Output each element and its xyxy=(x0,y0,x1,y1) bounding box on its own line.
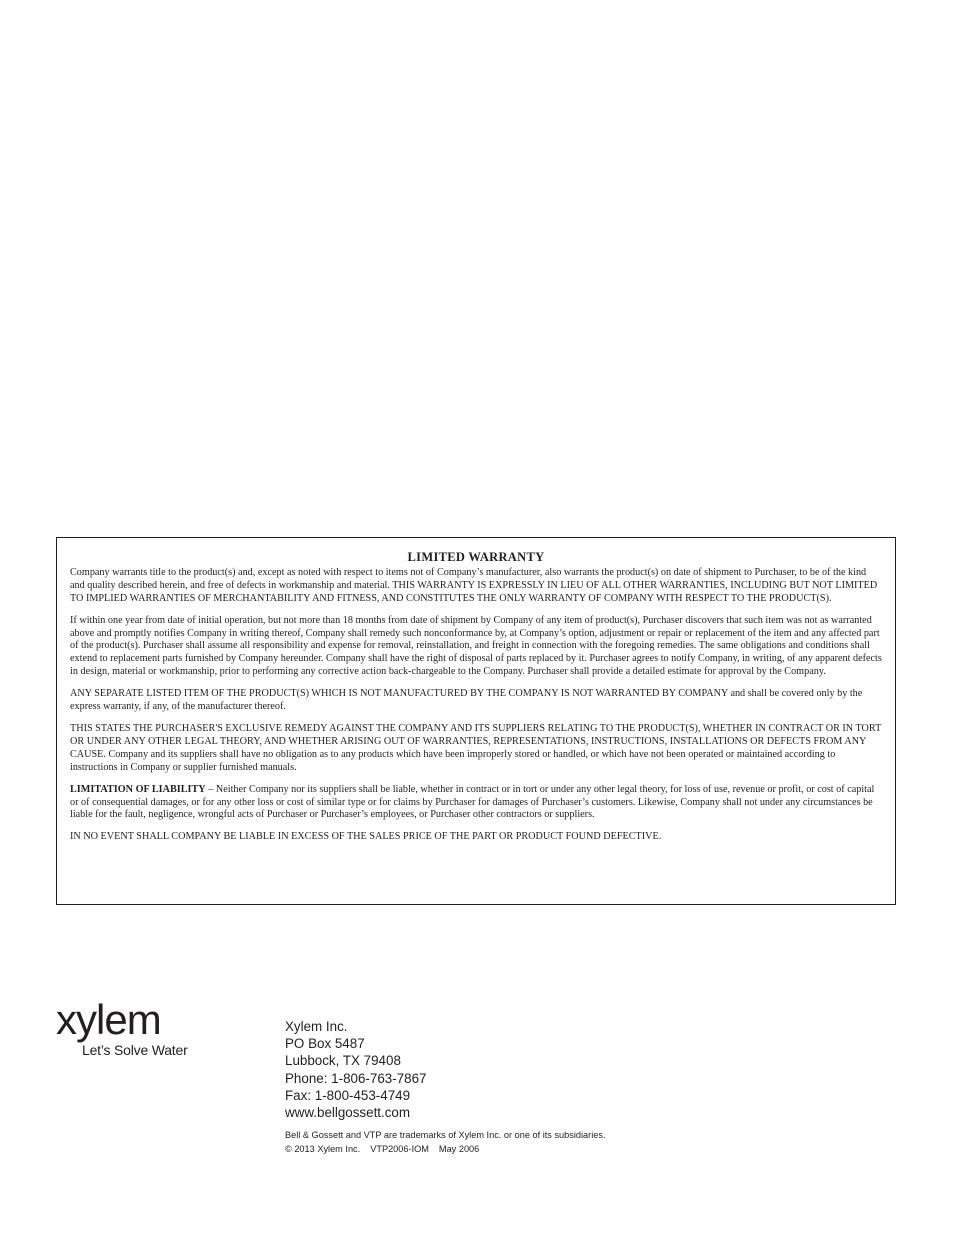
warranty-paragraph-remedy: If within one year from date of initial operation, but not more than 18 months from date of shipment by Company of any item of product(s), Purchaser discovers that such item was not as warranted above and promptly notifies Company in writing thereof, Company shall remedy such nonconformance by, at Company’s option, adjustment or repair or replacement of the item and any affected part of the product(s). Purchaser shall assume all responsibility and expense for removal, reinstallation, and freight in connection with the foregoing remedies. The same obligations and conditions shall extend to replacement parts furnished by Company hereunder. Company shall have the right of disposal of parts replaced by it. Purchaser agrees to notify Company, in writing, of any apparent defects in design, material or workmanship, prior to performing any corrective action back-chargeable to the Company. Purchaser shall provide a detailed estimate for approval by the Company. xyxy=(70,614,882,678)
warranty-paragraph-no-event: IN NO EVENT SHALL COMPANY BE LIABLE IN EXCESS OF THE SALES PRICE OF THE PART OR PRODUCT FOUND DEFECTIVE. xyxy=(70,831,662,843)
publication-date: May 2006 xyxy=(438,1144,480,1154)
trademark-notice: Bell & Gossett and VTP are trademarks of Xylem Inc. or one of its subsidiaries. xyxy=(285,1130,606,1140)
contact-address xyxy=(285,1018,426,1121)
liability-body: – Neither Company nor its suppliers shall be liable, whether in contract or in tort or under any other legal theory, for loss of use, revenue or profit, or cost of capital or of consequential damages, or for any other loss or cost of similar type or for claims by Purchaser for damages of Purchaser’s customers. Likewise, Company shall not under any circumstances be liable for the fault, negligence, wrongful acts of Purchaser or Purchaser’s employees, or Purchaser other contractors or suppliers. xyxy=(70,783,875,821)
liability-lead: LIMITATION OF LIABILITY xyxy=(70,783,206,795)
warranty-paragraph-separate-items: ANY SEPARATE LISTED ITEM OF THE PRODUCT(S) WHICH IS NOT MANUFACTURED BY THE COMPANY IS NOT WARRANTED BY COMPANY and shall be covered only by the express warranty, if any, of the manufacturer thereof. xyxy=(70,688,863,713)
copyright: © 2013 Xylem Inc. xyxy=(285,1144,361,1154)
warranty-paragraph-title-warranty: Company warrants title to the product(s) and, except as noted with respect to items not of Company’s manufacturer, also warrants the product(s) on date of shipment to Purchaser, to be of the kind and quality described herein, and free of defects in workmanship and material. THIS WARRANTY IS EXPRESSLY IN LIEU OF ALL OTHER WARRANTIES, INCLUDING BUT NOT LIMITED TO IMPLIED WARRANTIES OF MERCHANTABILITY AND FITNESS, AND CONSTITUTES THE ONLY WARRANTY OF COMPANY WITH RESPECT TO THE PRODUCT(S). xyxy=(70,566,878,604)
po-box: PO Box 5487 xyxy=(285,1036,365,1052)
fine-print xyxy=(285,1128,606,1156)
warranty-paragraph-exclusive-remedy: THIS STATES THE PURCHASER'S EXCLUSIVE REMEDY AGAINST THE COMPANY AND ITS SUPPLIERS RELATING TO THE PRODUCT(S), WHETHER IN CONTRACT OR IN TORT OR UNDER ANY OTHER LEGAL THEORY, AND WHETHER ARISING OUT OF WARRANTIES, REPRESENTATIONS, INSTRUCTIONS, INSTALLATIONS OR DEFECTS FROM ANY CAUSE. Company and its suppliers shall have no obligation as to any products which have been improperly stored or handled, or which have not been operated or maintained according to instructions in Company or supplier furnished manuals. xyxy=(70,722,882,773)
xylem-logo-wordmark: xylem xyxy=(56,1002,161,1043)
copyright-line xyxy=(285,1142,606,1156)
warranty-paragraph-limitation-of-liability xyxy=(70,784,882,823)
phone-number: Phone: 1-806-763-7867 xyxy=(285,1070,427,1086)
website-link[interactable]: www.bellgossett.com xyxy=(285,1105,411,1121)
fax-number: Fax: 1-800-453-4749 xyxy=(285,1087,411,1103)
limited-warranty-box xyxy=(56,537,896,905)
warranty-title: LIMITED WARRANTY xyxy=(407,550,545,564)
company-name: Xylem Inc. xyxy=(285,1019,348,1034)
document-code: VTP2006-IOM xyxy=(370,1144,429,1154)
tagline: Let’s Solve Water xyxy=(82,1042,188,1058)
city-state-zip: Lubbock, TX 79408 xyxy=(285,1053,401,1069)
